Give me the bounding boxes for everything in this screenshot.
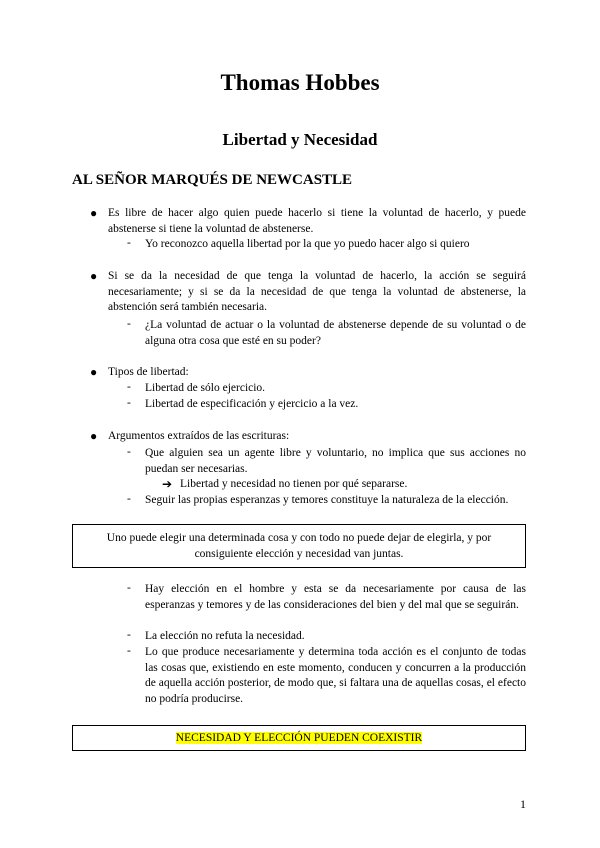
dash-marker: - (127, 645, 131, 657)
highlight-text: NECESIDAD Y ELECCIÓN PUEDEN COEXISTIR (175, 732, 423, 744)
dash-marker: - (127, 629, 131, 641)
dash-marker: - (127, 582, 131, 594)
sub-item: Libertad de sólo ejercicio. (145, 382, 266, 394)
sub-item: Libertad de especificación y ejercicio a la vez. (145, 398, 359, 410)
document-subtitle: Libertad y Necesidad (222, 130, 378, 149)
boxed-conclusion (72, 524, 526, 568)
dash-marker: - (127, 397, 131, 409)
section-heading: AL SEÑOR MARQUÉS DE NEWCASTLE (72, 172, 353, 188)
page-number: 1 (520, 797, 526, 811)
dash-marker: - (127, 237, 131, 249)
sub-item: Que alguien sea un agente libre y voluntario, no implica que sus acciones no puedan ser necesarias. (145, 447, 526, 475)
boxed-conclusion-text: Uno puede elegir una determinada cosa y con todo no puede dejar de elegirla, y por consiguiente elección y necesidad van juntas. (106, 532, 492, 560)
dash-marker: - (127, 318, 131, 330)
arrow-item: Libertad y necesidad no tienen por qué separarse. (180, 478, 408, 490)
dash-marker: - (127, 381, 131, 393)
bullet-icon: ● (90, 269, 98, 283)
dash-item: Hay elección en el hombre y esta se da necesariamente por causa de las esperanzas y temores y de las consideraciones del bien y del mal que se seguirán. (145, 583, 526, 611)
dash-marker: - (127, 446, 131, 458)
dash-marker: - (127, 493, 131, 505)
sub-item: Seguir las propias esperanzas y temores constituye la naturaleza de la elección. (145, 494, 509, 506)
highlight-box (72, 725, 526, 751)
document-title: Thomas Hobbes (220, 70, 380, 95)
bullet-icon: ● (90, 365, 98, 379)
sub-item: Yo reconozco aquella libertad por la que yo puedo hacer algo si quiero (145, 238, 470, 250)
dash-item: Lo que produce necesariamente y determina toda acción es el conjunto de todas las cosas que, existiendo en este momento, conducen y concurren a la producción de aquella acción posterior, de modo que, si faltara una de aquellas cosas, el efecto no podría producirse. (145, 646, 526, 705)
arrow-right-icon: ➔ (162, 477, 173, 491)
sub-item: ¿La voluntad de actuar o la voluntad de abstenerse depende de su voluntad o de alguna otra cosa que esté en su poder? (145, 319, 526, 347)
bullet-icon: ● (90, 429, 98, 443)
bullet-icon: ● (90, 206, 98, 220)
dash-item: La elección no refuta la necesidad. (145, 630, 305, 642)
bullet-text: Es libre de hacer algo quien puede hacerlo si tiene la voluntad de hacerlo, y puede abstenerse si tiene la voluntad de abstenerse. (108, 207, 526, 235)
bullet-text: Tipos de libertad: (108, 366, 189, 378)
bullet-text: Argumentos extraídos de las escrituras: (108, 430, 290, 442)
bullet-text: Si se da la necesidad de que tenga la voluntad de hacerlo, la acción se seguirá necesariamente; y si se da la necesidad de que tenga la voluntad de abstenerse, la abstención será también necesaria. (108, 270, 526, 313)
